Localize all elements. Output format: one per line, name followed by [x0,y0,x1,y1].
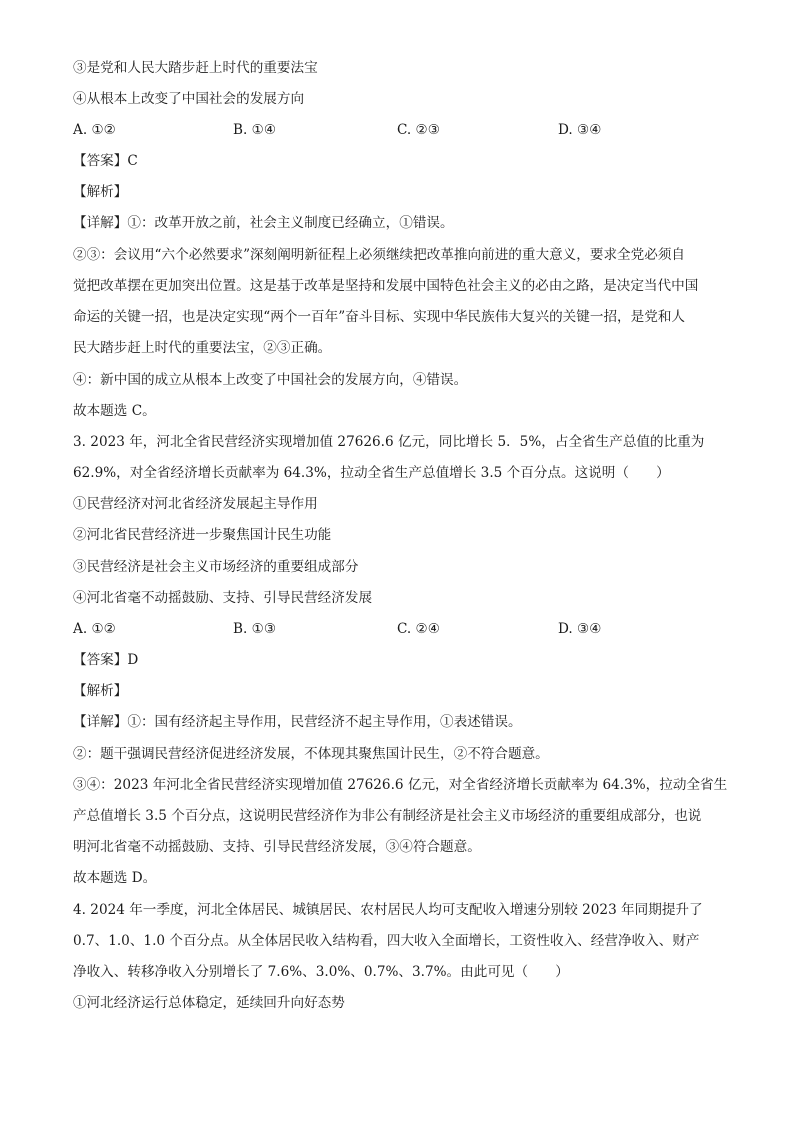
answer-option: C. ②③ [397,122,440,138]
text-line: 【详解】①：国有经济起主导作用，民营经济不起主导作用，①表述错误。 [73,714,522,730]
text-line: 故本题选 D。 [73,870,157,886]
text-line: 【详解】①：改革开放之前，社会主义制度已经确立，①错误。 [73,215,454,231]
text-line: ③是党和人民大踏步赶上时代的重要法宝 [73,60,318,76]
answer-option: C. ②④ [397,621,440,637]
text-line: 3. 2023 年，河北全省民营经济实现增加值 27626.6 亿元，同比增长 5．5%，占全省生产总值的比重为 [73,434,705,450]
answer-option: D. ③④ [558,122,602,138]
text-line: 民大踏步赶上时代的重要法宝，②③正确。 [73,340,332,356]
text-line: ④从根本上改变了中国社会的发展方向 [73,91,305,107]
text-line: ②：题干强调民营经济促进经济发展，不体现其聚焦国计民生，②不符合题意。 [73,746,549,762]
text-line: ①民营经济对河北省经济发展起主导作用 [73,496,318,512]
text-line: ③民营经济是社会主义市场经济的重要组成部分 [73,559,359,575]
text-line: ④河北省毫不动摇鼓励、支持、引导民营经济发展 [73,590,373,606]
text-line: ③④：2023 年河北全省民营经济实现增加值 27626.6 亿元，对全省经济增长贡献率为 64.3%，拉动全省生 [73,777,728,793]
text-line: 【解析】 [73,683,128,699]
answer-option: B. ①④ [233,122,277,138]
answer-option: A. ①② [73,621,116,637]
answer-option: A. ①② [73,122,116,138]
text-line: 62.9%，对全省经济增长贡献率为 64.3%，拉动全省生产总值增长 3.5 个百分点。这说明（ ） [73,465,670,481]
text-line: 净收入、转移净收入分别增长了 7.6%、3.0%、0.7%、3.7%。由此可见（ ） [73,964,569,980]
answer-option: D. ③④ [558,621,602,637]
text-line: ②③：会议用“六个必然要求”深刻阐明新征程上必须继续把改革推向前进的重大意义，要求全党必须自 [73,247,686,263]
text-line: 【答案】D [73,652,139,668]
text-line: ①河北经济运行总体稳定，延续回升向好态势 [73,995,345,1011]
text-line: 0.7、1.0、1.0 个百分点。从全体居民收入结构看，四大收入全面增长，工资性收入、经营净收入、财产 [73,933,700,949]
text-line: 故本题选 C。 [73,403,156,419]
text-line: ②河北省民营经济进一步聚焦国计民生功能 [73,527,332,543]
text-line: 明河北省毫不动摇鼓励、支持、引导民营经济发展，③④符合题意。 [73,839,481,855]
text-line: 命运的关键一招，也是决定实现“两个一百年”奋斗目标、实现中华民族伟大复兴的关键一招，是党和人 [73,309,686,325]
text-line: 4. 2024 年一季度，河北全体居民、城镇居民、农村居民人均可支配收入增速分别较 2023 年同期提升了 [73,902,703,918]
answer-option: B. ①③ [233,621,277,637]
text-line: 【解析】 [73,184,128,200]
text-line: ④：新中国的成立从根本上改变了中国社会的发展方向，④错误。 [73,372,468,388]
text-line: 【答案】C [73,153,138,169]
text-line: 产总值增长 3.5 个百分点，这说明民营经济作为非公有制经济是社会主义市场经济的重要组成部分，也说 [73,808,702,824]
text-line: 觉把改革摆在更加突出位置。这是基于改革是坚持和发展中国特色社会主义的必由之路，是决定当代中国 [73,278,699,294]
